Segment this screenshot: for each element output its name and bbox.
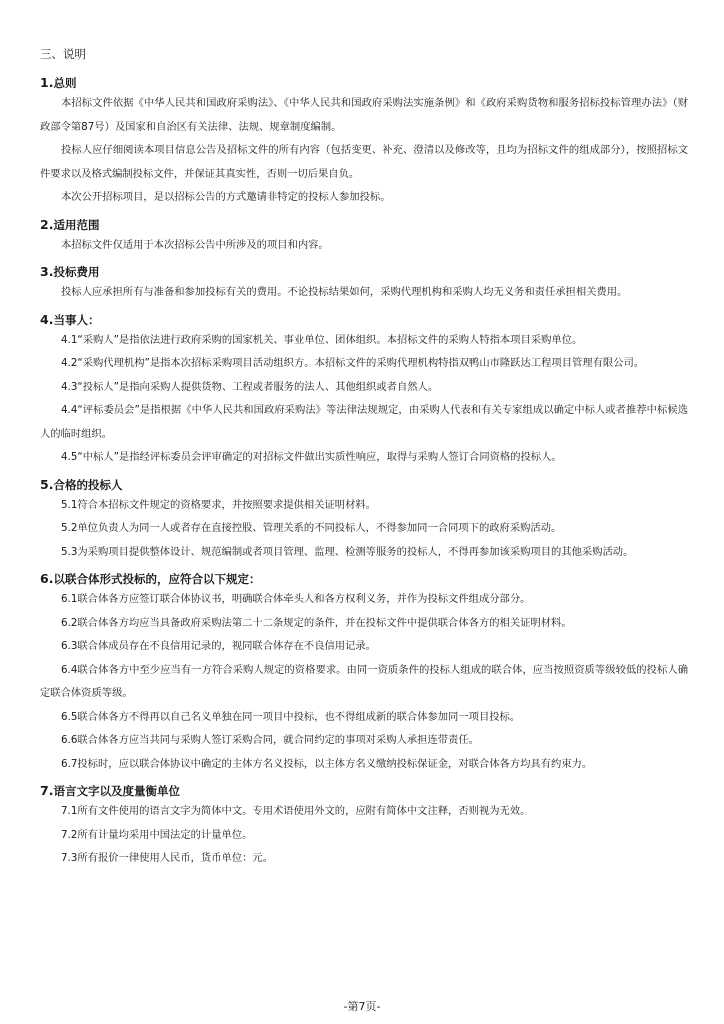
paragraph: 6.3联合体成员存在不良信用记录的，视同联合体存在不良信用记录。	[61, 640, 376, 652]
paragraph: 5.3为采购项目提供整体设计、规范编制或者项目管理、监理、检测等服务的投标人，不得再参加该采购项目的其他采购活动。	[61, 545, 634, 558]
section	[40, 75, 688, 210]
paragraph: 6.6联合体各方应当共同与采购人签订采购合同，就合同约定的事项对采购人承担连带责任。	[61, 734, 479, 746]
section-heading	[40, 477, 688, 493]
section-number: 6.	[40, 571, 54, 586]
paragraph: 6.2联合体各方均应当具备政府采购法第二十二条规定的条件，并在投标文件中提供联合体各方的相关证明材料。	[61, 616, 572, 629]
section	[40, 217, 688, 258]
section-heading	[40, 783, 688, 799]
paragraph: 4.4“评标委员会”是指根据《中华人民共和国政府采购法》等法律法规规定，由采购人代表和有关专家组成以确定中标人或者推荐中标候选人的临时组织。	[40, 404, 688, 440]
section-title: 当事人：	[53, 312, 100, 327]
page-number: -第7页-	[343, 1000, 381, 1013]
sections-container	[40, 75, 688, 871]
section-title: 语言文字以及度量衡单位	[53, 784, 180, 798]
paragraph: 本招标文件仅适用于本次招标公告中所涉及的项目和内容。	[61, 238, 329, 251]
section	[40, 312, 688, 470]
paragraph: 本次公开招标项目，是以招标公告的方式邀请非特定的投标人参加投标。	[61, 191, 391, 203]
section-number: 2.	[40, 216, 54, 232]
paragraph: 投标人应承担所有与准备和参加投标有关的费用。不论投标结果如何，采购代理机构和采购人均无义务和责任承担相关费用。	[61, 286, 628, 298]
paragraph: 7.3所有报价一律使用人民币，货币单位：元。	[61, 852, 274, 864]
paragraph: 7.2所有计量均采用中国法定的计量单位。	[61, 828, 253, 841]
section-heading	[40, 217, 688, 233]
section-title: 适用范围	[53, 217, 100, 232]
section-heading	[40, 312, 688, 328]
paragraph: 5.1符合本招标文件规定的资格要求，并按照要求提供相关证明材料。	[61, 498, 376, 511]
document-page	[40, 46, 688, 878]
section-title: 以联合体形式投标的，应符合以下规定：	[53, 572, 261, 586]
section-heading	[40, 571, 688, 587]
section-number: 4.	[40, 311, 54, 327]
section-heading	[40, 264, 688, 280]
paragraph: 6.4联合体各方中至少应当有一方符合采购人规定的资格要求。由同一资质条件的投标人组成的联合体，应当按照资质等级较低的投标人确定联合体资质等级。	[40, 663, 688, 699]
section-number: 1.	[40, 75, 54, 90]
paragraph: 4.5“中标人”是指经评标委员会评审确定的对招标文件做出实质性响应，取得与采购人签订合同资格的投标人。	[61, 451, 562, 463]
paragraph: 本招标文件依据《中华人民共和国政府采购法》、《中华人民共和国政府采购法实施条例》和《政府采购货物和服务招标投标管理办法》（财政部令第87号）及国家和自治区有关法律、法规、规章制度编制。	[40, 97, 688, 133]
paragraph: 7.1所有文件使用的语言文字为简体中文。专用术语使用外文的，应附有简体中文注释，否则视为无效。	[61, 805, 531, 817]
paragraph: 6.1联合体各方应签订联合体协议书，明确联合体牵头人和各方权利义务，并作为投标文件组成分部分。	[61, 593, 531, 605]
section	[40, 571, 688, 776]
paragraph: 5.2单位负责人为同一人或者存在直接控股、管理关系的不同投标人，不得参加同一合同项下的政府采购活动。	[61, 522, 562, 534]
chapter-title: 三、说明	[40, 47, 86, 61]
section-title: 总则	[53, 76, 77, 90]
section-number: 5.	[40, 476, 54, 492]
section-heading	[40, 75, 688, 91]
section-number: 3.	[40, 264, 54, 279]
section-number: 7.	[40, 783, 54, 798]
paragraph: 投标人应仔细阅读本项目信息公告及招标文件的所有内容（包括变更、补充、澄清以及修改等，且均为招标文件的组成部分），按照招标文件要求以及格式编制投标文件，并保证其真实性，否则一切后果自负。	[40, 144, 688, 180]
section-title: 合格的投标人	[53, 477, 123, 492]
section	[40, 264, 688, 305]
paragraph: 4.1“采购人”是指依法进行政府采购的国家机关、事业单位、团体组织。本招标文件的采购人特指本项目采购单位。	[61, 333, 583, 346]
section-title: 投标费用	[53, 265, 100, 279]
paragraph: 4.3“投标人”是指向采购人提供货物、工程或者服务的法人、其他组织或者自然人。	[61, 380, 439, 393]
section	[40, 783, 688, 871]
paragraph: 4.2“采购代理机构”是指本次招标采购项目活动组织方。本招标文件的采购代理机构特指双鸭山市隆跃达工程项目管理有限公司。	[61, 357, 645, 369]
paragraph: 6.5联合体各方不得再以自己名义单独在同一项目中投标，也不得组成新的联合体参加同一项目投标。	[61, 710, 521, 723]
section	[40, 477, 688, 565]
paragraph: 6.7投标时，应以联合体协议中确定的主体方名义投标，以主体方名义缴纳投标保证金，对联合体各方均具有约束力。	[61, 757, 593, 770]
